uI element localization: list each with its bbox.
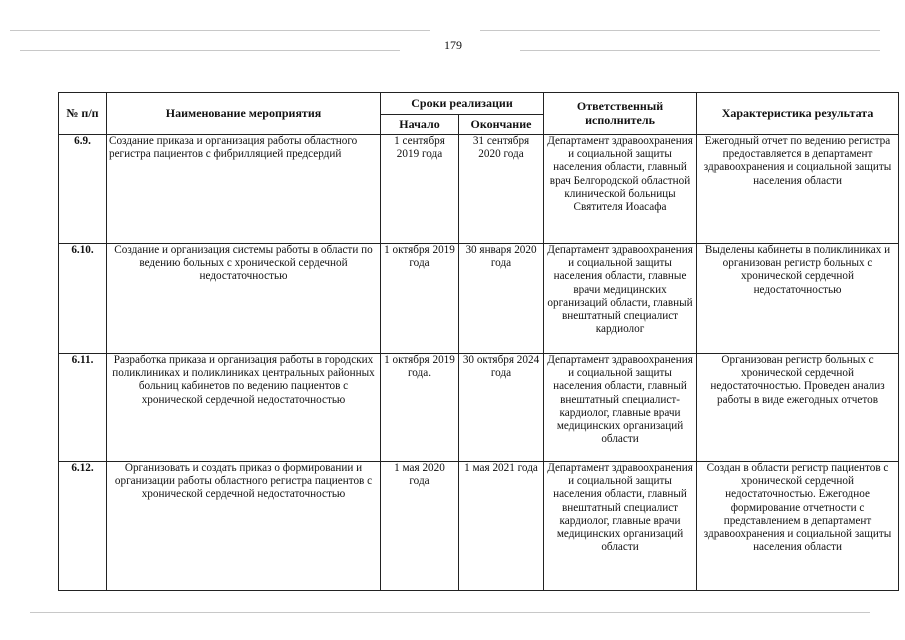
executor: Департамент здравоохранения и социальной защиты населения области, главные врачи медицинских организаций области, главный внештатный специалист кардиолог: [544, 244, 697, 354]
end-date: 1 мая 2021 года: [459, 462, 544, 591]
start-date: 1 октября 2019 года: [381, 244, 459, 354]
start-date: 1 сентября 2019 года: [381, 135, 459, 244]
action-plan-table: [58, 92, 899, 591]
header-number: № п/п: [59, 93, 107, 135]
header-end: Окончание: [459, 115, 544, 135]
executor: Департамент здравоохранения и социальной защиты населения области, главный врач Белгородской областной клинической больницы Святителя Иоасафа: [544, 135, 697, 244]
row-number: 6.10.: [59, 244, 107, 354]
activity-name: Организовать и создать приказ о формировании и организации работы областного регистра пациентов с хронической сердечной недостаточностью: [107, 462, 381, 591]
result: Выделены кабинеты в поликлиниках и организован регистр больных с хронической сердечной недостаточностью: [697, 244, 899, 354]
end-date: 30 января 2020 года: [459, 244, 544, 354]
page-number: 179: [444, 38, 462, 52]
result: Ежегодный отчет по ведению регистра предоставляется в департамент здравоохранения и социальной защиты населения области: [697, 135, 899, 244]
header-result: Характеристика результата: [697, 93, 899, 135]
scan-artifact: [520, 50, 880, 51]
activity-name: Создание и организация системы работы в области по ведению больных с хронической сердечной недостаточностью: [107, 244, 381, 354]
header-executor: Ответственный исполнитель: [544, 93, 697, 135]
row-number: 6.11.: [59, 354, 107, 462]
result: Создан в области регистр пациентов с хронической сердечной недостаточностью. Ежегодное формирование отчетности с представлением в департамент здравоохранения и социальной защиты населения области: [697, 462, 899, 591]
row-number: 6.9.: [59, 135, 107, 244]
result: Организован регистр больных с хронической сердечной недостаточностью. Проведен анализ работы в виде ежегодных отчетов: [697, 354, 899, 462]
table-row: [59, 462, 899, 591]
table-row: [59, 244, 899, 354]
end-date: 30 октября 2024 года: [459, 354, 544, 462]
end-date: 31 сентября 2020 года: [459, 135, 544, 244]
activity-name: Создание приказа и организация работы областного регистра пациентов с фибрилляцией предсердий: [107, 135, 381, 244]
table-row: [59, 354, 899, 462]
activity-name: Разработка приказа и организация работы в городских поликлиниках и поликлиниках центральных районных больниц кабинетов по ведению пациентов с хронической сердечной недостаточностью: [107, 354, 381, 462]
scan-artifact: [30, 612, 870, 613]
executor: Департамент здравоохранения и социальной защиты населения области, главный внештатный специалист-кардиолог, главные врачи медицинских организаций области: [544, 354, 697, 462]
table-row: [59, 135, 899, 244]
scan-artifact: [480, 30, 880, 31]
header-activity-name: Наименование мероприятия: [107, 93, 381, 135]
start-date: 1 октября 2019 года.: [381, 354, 459, 462]
executor: Департамент здравоохранения и социальной защиты населения области, главный внештатный специалист кардиолог, главные врачи медицинских организаций области: [544, 462, 697, 591]
start-date: 1 мая 2020 года: [381, 462, 459, 591]
scan-artifact: [10, 30, 430, 31]
header-terms: Сроки реализации: [381, 93, 544, 115]
scan-artifact: [20, 50, 400, 51]
header-start: Начало: [381, 115, 459, 135]
row-number: 6.12.: [59, 462, 107, 591]
